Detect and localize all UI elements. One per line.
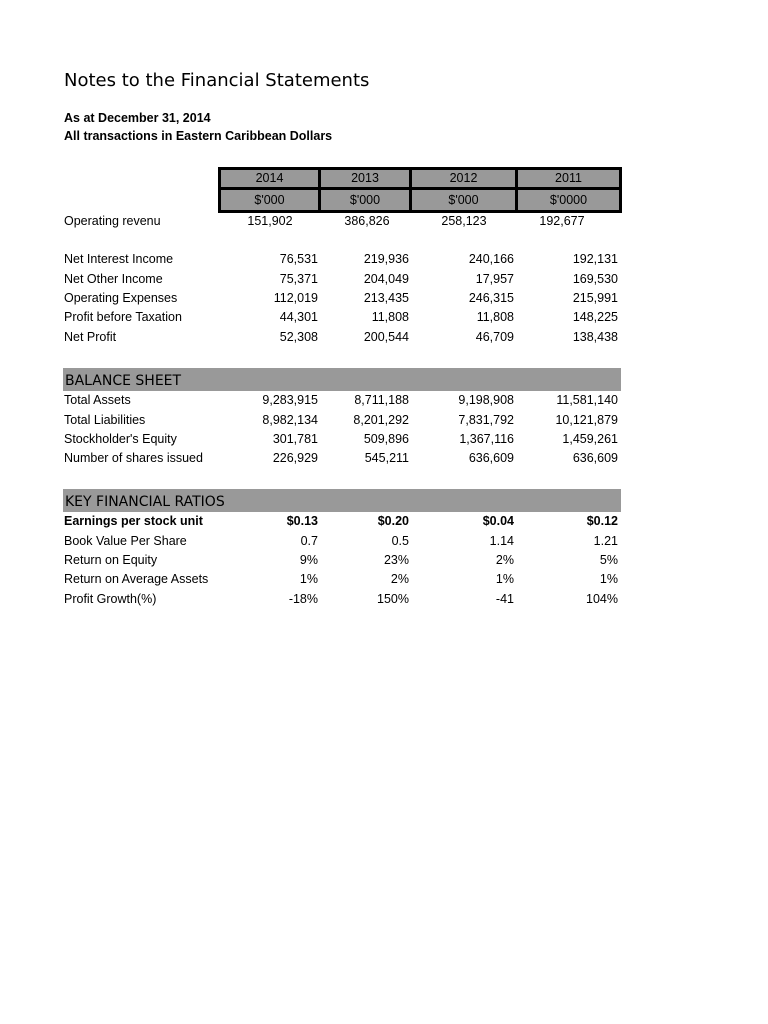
row-label: Profit before Taxation [64,310,182,324]
value-2013: 11,808 [371,310,409,324]
value-2014: 151,902 [247,214,293,228]
value-2012: -41 [495,592,514,606]
value-2012: 1% [495,572,514,586]
value-2013: 0.5 [391,534,409,548]
value-2011: $0.12 [586,514,618,528]
currency-note: All transactions in Eastern Caribbean Dollars [64,129,333,143]
value-2014: 44,301 [279,310,318,324]
value-2011: 1,459,261 [562,432,618,446]
value-2013: 204,049 [363,272,409,286]
unit-2012-header: $'000 [409,187,518,213]
value-2013: 8,711,188 [354,393,409,407]
value-2012: 7,831,792 [458,413,514,427]
row-label: Net Other Income [64,272,163,286]
row-label: Earnings per stock unit [64,514,203,528]
value-2013: 150% [377,592,409,606]
value-2011: 636,609 [572,451,618,465]
report-date: As at December 31, 2014 [64,111,211,125]
value-2013: 219,936 [363,252,409,266]
value-2012: $0.04 [482,514,514,528]
unit-2011-header: $'0000 [515,187,622,213]
value-2014: 9% [299,553,318,567]
value-2013: 509,896 [363,432,409,446]
value-2012: 17,957 [475,272,514,286]
row-label: Book Value Per Share [64,534,187,548]
unit-2014-header: $'000 [218,187,321,213]
value-2011: 10,121,879 [555,413,618,427]
value-2014: 52,308 [279,330,318,344]
row-label: Number of shares issued [64,451,203,465]
value-2014: 76,531 [279,252,318,266]
row-label: Net Profit [64,330,117,344]
value-2013: 213,435 [363,291,409,305]
income-row [64,308,620,327]
value-2014: 9,283,915 [262,393,318,407]
ratio-row [64,570,620,589]
balance-row [64,449,620,468]
ratio-row [64,512,620,531]
value-2012: 1.14 [489,534,514,548]
year-2012-header: 2012 [409,167,518,190]
value-2011: 192,131 [572,252,618,266]
income-row [64,250,620,269]
value-2011: 11,581,140 [556,393,618,407]
value-2014: 112,019 [273,291,318,305]
row-label: Return on Equity [64,553,158,567]
value-2013: 386,826 [344,214,390,228]
value-2013: 23% [383,553,409,567]
unit-2013-header: $'000 [318,187,412,213]
row-label: Operating revenu [64,214,161,228]
value-2011: 192,677 [539,214,585,228]
value-2012: 11,808 [476,310,514,324]
ratio-row [64,532,620,551]
value-2012: 2% [495,553,514,567]
value-2013: 200,544 [363,330,409,344]
row-label: Profit Growth(%) [64,592,157,606]
value-2012: 240,166 [468,252,514,266]
row-label: Operating Expenses [64,291,178,305]
value-2013: $0.20 [377,514,409,528]
key-ratios-heading: KEY FINANCIAL RATIOS [63,489,621,512]
value-2013: 2% [390,572,409,586]
row-label: Total Liabilities [64,413,146,427]
value-2014: 8,982,134 [262,413,318,427]
operating-revenue-row [64,212,620,231]
balance-sheet-heading: BALANCE SHEET [63,368,621,391]
value-2011: 215,991 [572,291,618,305]
income-row [64,270,620,289]
value-2011: 148,225 [572,310,618,324]
balance-row [64,411,620,430]
value-2014: 1% [299,572,318,586]
value-2013: 545,211 [364,451,409,465]
value-2011: 1.21 [593,534,618,548]
balance-row [64,430,620,449]
value-2011: 169,530 [572,272,618,286]
row-label: Return on Average Assets [64,572,209,586]
value-2011: 5% [599,553,618,567]
value-2014: 75,371 [279,272,318,286]
row-label: Net Interest Income [64,252,174,266]
ratio-row [64,551,620,570]
value-2012: 246,315 [468,291,514,305]
value-2011: 138,438 [572,330,618,344]
income-row [64,289,620,308]
page-title: Notes to the Financial Statements [64,70,370,91]
value-2013: 8,201,292 [353,413,409,427]
value-2014: $0.13 [286,514,318,528]
year-2013-header: 2013 [318,167,412,190]
row-label: Stockholder's Equity [64,432,177,446]
value-2014: 226,929 [272,451,318,465]
year-2011-header: 2011 [515,167,622,190]
value-2011: 104% [586,592,618,606]
value-2014: 301,781 [272,432,318,446]
value-2012: 46,709 [475,330,514,344]
value-2012: 636,609 [468,451,514,465]
value-2012: 1,367,116 [459,432,514,446]
value-2014: 0.7 [300,534,318,548]
value-2012: 9,198,908 [458,393,514,407]
ratio-row [64,590,620,609]
balance-row [64,391,620,410]
value-2011: 1% [599,572,618,586]
year-2014-header: 2014 [218,167,321,190]
income-row [64,328,620,347]
value-2012: 258,123 [441,214,487,228]
row-label: Total Assets [64,393,131,407]
value-2014: -18% [288,592,318,606]
